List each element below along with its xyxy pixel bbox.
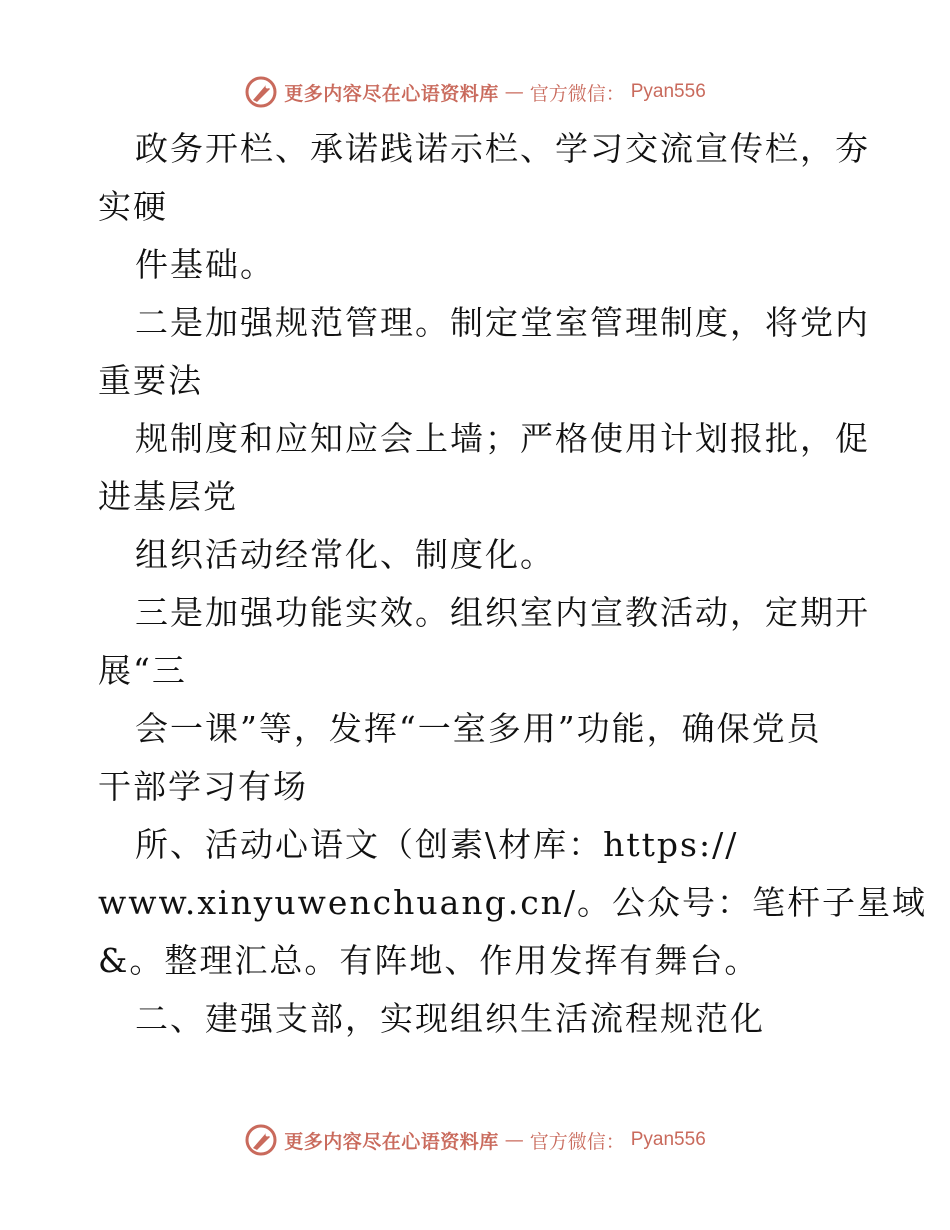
body-line: 重要法 xyxy=(98,361,203,400)
body-line: 进基层党 xyxy=(98,477,238,516)
body-line-url: www.xinyuwenchuang.cn/。公众号：笔杆子星域 xyxy=(98,883,928,922)
body-line: 所、活动心语文（创素\材库：https:// xyxy=(135,825,739,864)
pen-nib-logo-icon xyxy=(244,1123,278,1157)
banner-wechat-id: Pyan556 xyxy=(630,81,706,102)
footer-banner xyxy=(0,1120,950,1160)
header-banner xyxy=(0,72,950,112)
body-line: 规制度和应知应会上墙；严格使用计划报批，促 xyxy=(135,419,870,458)
body-line: 三是加强功能实效。组织室内宣教活动，定期开 xyxy=(135,593,870,632)
pen-nib-logo-icon xyxy=(244,75,278,109)
banner-separator: — xyxy=(504,81,524,103)
banner-wechat-label: 官方微信： xyxy=(529,1130,625,1153)
banner-wechat-label: 官方微信： xyxy=(529,82,625,105)
banner-wechat-id: Pyan556 xyxy=(630,1129,706,1150)
body-line: 会一课”等，发挥“一室多用”功能，确保党员 xyxy=(135,709,822,748)
body-line: &。整理汇总。有阵地、作用发挥有舞台。 xyxy=(98,941,760,980)
body-line: 组织活动经常化、制度化。 xyxy=(135,535,555,574)
banner-brand-text: 更多内容尽在心语资料库 xyxy=(284,1130,499,1153)
body-line: 实硬 xyxy=(98,187,168,226)
document-body xyxy=(98,120,928,1048)
body-line: 干部学习有场 xyxy=(98,767,308,806)
banner-brand-text: 更多内容尽在心语资料库 xyxy=(284,82,499,105)
body-line: 展“三 xyxy=(98,651,187,690)
section-heading: 二、建强支部，实现组织生活流程规范化 xyxy=(135,999,765,1038)
body-line: 件基础。 xyxy=(135,245,275,284)
body-line: 政务开栏、承诺践诺示栏、学习交流宣传栏，夯 xyxy=(135,129,870,168)
body-line: 二是加强规范管理。制定堂室管理制度，将党内 xyxy=(135,303,870,342)
banner-separator: — xyxy=(504,1129,524,1151)
